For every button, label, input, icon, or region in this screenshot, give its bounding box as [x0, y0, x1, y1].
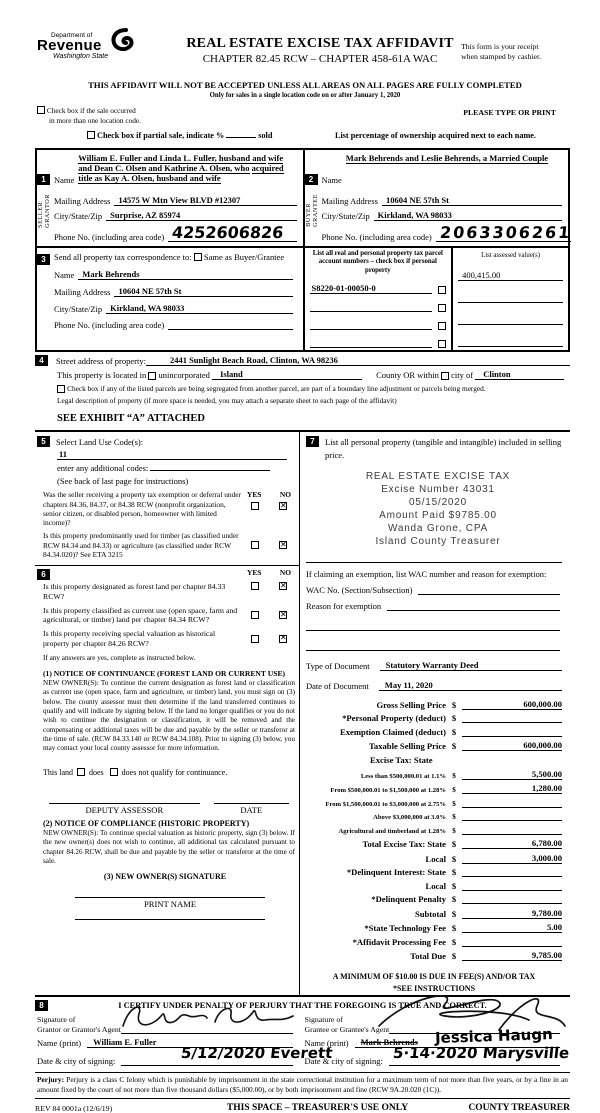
section-6-badge: 6	[37, 569, 50, 580]
county-field[interactable]: Island	[212, 369, 362, 380]
middle-columns	[35, 430, 570, 997]
seller-name-field[interactable]: William E. Fuller and Linda L. Fuller, husband and wife and Dean C. Olsen and Kathrine A. Olsen, who acquired title as Kay A. Olsen, husband and wife	[78, 153, 284, 183]
type-of-document-label: Type of Document	[306, 660, 370, 671]
section-2-buyer	[303, 150, 573, 246]
form-footer	[35, 1103, 570, 1113]
type-of-document-field[interactable]: Statutory Warranty Deed	[380, 660, 562, 671]
section5-q2-text: Is this property predominantly used for timber (as classified under RCW 84.34 and 84.33) or agriculture (as classified under RCW 84.34.020)? See ETA 3215	[43, 531, 239, 559]
tax-bracket-row: Agricultural and timberland at 1.28% $	[306, 825, 570, 835]
assessed-header: List assessed value(s)	[481, 252, 541, 259]
section-5-badge: 5	[37, 436, 50, 447]
tax-bracket-row: Less than $500,000.01 at 1.1% $ 5,500.00	[360, 768, 562, 780]
grantor-name-print-field[interactable]: William E. Fuller	[87, 1037, 292, 1048]
s5q1-no-checkbox[interactable]	[279, 502, 287, 510]
notice-compliance-title: (2) NOTICE OF COMPLIANCE (HISTORIC PROPERTY)	[43, 818, 250, 828]
delinquent-penalty-field[interactable]	[462, 894, 562, 904]
grantor-signature-line[interactable]	[121, 1012, 293, 1034]
bracket-3-field[interactable]	[462, 798, 562, 808]
segregated-checkbox[interactable]	[57, 385, 65, 393]
parcel-number-field-2[interactable]	[310, 302, 433, 312]
city-field[interactable]: Clinton	[475, 369, 564, 380]
correspondence-mailing-field[interactable]: 10604 NE 57th St	[114, 286, 292, 297]
reason-exemption-field-3[interactable]	[306, 639, 560, 651]
section-7-badge: 7	[306, 436, 319, 447]
print-name-line[interactable]: PRINT NAME	[75, 897, 265, 909]
tax-total-row: *Delinquent Penalty $	[306, 894, 570, 904]
exemption-claimed-field[interactable]	[462, 727, 562, 737]
new-owner-signature-label: (3) NEW OWNER(S) SIGNATURE	[103, 872, 227, 882]
logo-state-text: Washington State	[53, 52, 109, 60]
s6q2-no-checkbox[interactable]	[279, 611, 287, 619]
seller-city-label: City/State/Zip	[54, 211, 103, 221]
tax-row: *Personal Property (deduct) $	[306, 713, 570, 723]
personal-property-checkbox-3[interactable]	[438, 322, 446, 330]
seller-mailing-label: Mailing Address	[54, 196, 111, 206]
reason-exemption-label: Reason for exemption	[306, 600, 382, 611]
partial-sale-checkbox[interactable]	[87, 131, 95, 139]
notice-compliance-body: NEW OWNER(S): To continue special valuation as historic property, sign (3) below. If the new owner(s) does not wish to continue, all additional tax calculated pursuant to chapter 84.26 RCW, shall be due and payable by the seller or transferor at the time of sale.	[43, 828, 295, 865]
minimum-fee-note: A MINIMUM OF $10.00 IS DUE IN FEE(S) AND/OR TAX *SEE INSTRUCTIONS	[332, 972, 536, 994]
seller-grantor-side-label: SELLER GRANTOR	[37, 194, 51, 228]
section-8-certification	[35, 997, 570, 1066]
personal-property-title: List all personal property (tangible and intangible) included in selling price.	[325, 437, 562, 461]
county-treasurer-label: COUNTY TREASURER	[468, 1103, 570, 1113]
certify-statement: I CERTIFY UNDER PENALTY OF PERJURY THAT THE FOREGOING IS TRUE AND CORRECT.	[118, 1001, 487, 1011]
grantor-date-city-field[interactable]: 5/12/2020 Everett	[121, 1056, 292, 1066]
tax-bracket-row: Above $3,000,000 at 3.0% $	[306, 811, 570, 821]
tax-row: Exemption Claimed (deduct) $	[306, 727, 570, 737]
section6-q3-text: Is this property receiving special valuation as historical property per chapter 84.26 RCW?	[43, 629, 216, 648]
legal-description-note: Legal description of property (if more space is needed, you may attach a separate sheet to each page of the affidavit)	[57, 396, 397, 406]
receipt-note: This form is your receipt when stamped by cashier.	[461, 42, 542, 62]
section-4-property: 4 Street address of property: 2441 Sunlight Beach Road, Clinton, WA 98236 This property is located in unincorporated Island County OR within city of Clinton Check box if any of the listed parcels are being segregated from another parcel, are part of a boundary line adjustment or parcels being merged. Legal description of property (if more space is needed, you may attach a separate sheet to each page of the affidavit) SEE EXHIBIT “A” ATTACHED	[35, 352, 570, 424]
s5q2-no-checkbox[interactable]	[279, 541, 287, 549]
partial-sale-percent-field[interactable]	[226, 137, 256, 138]
grantee-name-print-field[interactable]: Mark Behrends Jessica Haugn	[355, 1037, 560, 1048]
city-of-checkbox[interactable]	[441, 372, 449, 380]
correspondence-phone-field[interactable]	[168, 320, 292, 330]
right-column	[300, 432, 570, 995]
section-6-classification: 6 YES NO Is this property designated as forest land per chapter 84.33 RCW? ✕ Is this property classified as current use (open space, farm and agricultural, or timber) land per chapter 84.34 RCW? ✕ Is this property receiving special valuation as historical property per chapter 84.26 RCW? ✕ If any answers are yes, complete as instructed below. (1) NOTICE OF CONTINUANCE (FOREST LAND OR CURRENT USE) NEW OWNER(S): To continue the current designation as forest land or classification as current use (open space, farm and agriculture, or timber) land, you must sign on (3) below. The county assessor must then determine if the land transferred continues to qualify and will indicate by signing below. If the land no longer qualifies or you do not wish to continue the designation or classification, it will be removed and the compensating or additional taxes will be due and payable by the seller or transferor at the time of sale. (RCW 84.33.140 or RCW 84.34.108). Prior to signing (3) below, you may contact your local county assessor for more information. This land does does not qualify for continuance. DEPUTY ASSESSOR DATE (2) NOTICE OF COMPLIANCE (HISTORIC PROPERTY) NEW OWNER(S): To continue special valuation as historic property, sign (3) below. If the new owner(s) does not wish to continue, all additional tax calculated pursuant to chapter 84.26 RCW, shall be due and payable by the seller or transferor at the time of sale. (3) NEW OWNER(S) SIGNATURE PRINT NAME	[35, 566, 299, 932]
buyer-phone-label: Phone No. (including area code)	[321, 232, 432, 242]
same-as-buyer-checkbox[interactable]	[194, 253, 202, 261]
parcel-number-field-3[interactable]	[310, 320, 433, 330]
seller-mailing-field[interactable]: 14575 W Mtn View BLVD #12307	[114, 195, 296, 206]
see-back-note: (See back of last page for instructions)	[57, 476, 189, 487]
section-3-correspondence: 3 Send all property tax correspondence to: Same as Buyer/Grantee Name Mark Behrends Mailing Address 10604 NE 57th St City/State/Zip Kirkland, WA 98033 Phone No. (including area code)	[37, 248, 303, 350]
grantee-handwritten-name: Jessica Haugn	[434, 1025, 553, 1048]
wac-number-field[interactable]	[418, 585, 560, 595]
bracket-5-field[interactable]	[462, 825, 562, 835]
tax-total-row: Subtotal $ 9,780.00	[414, 907, 562, 919]
tax-total-row: *Affidavit Processing Fee $	[306, 937, 570, 947]
tax-total-row: Total Due $ 9,785.00	[410, 950, 562, 962]
segregated-note: Check box if any of the listed parcels are being segregated from another parcel, are part of a boundary line adjustment or parcels being merged.	[67, 384, 486, 394]
perjury-notice: Perjury: Perjury is a class C felony which is punishable by imprisonment in the state correctional institution for a maximum term of not more than five years, or by a fine in an amount fixed by the court of not more than five thousand dollars ($5,000.00), or by both imprisonment and fine (RCW 9A.20.020 (1C)).	[35, 1072, 570, 1099]
section6-q1-text: Is this property designated as forest land per chapter 84.33 RCW?	[43, 582, 226, 601]
dor-logo	[37, 32, 157, 60]
tax-total-row: *Delinquent Interest: State $	[306, 867, 570, 877]
personal-property-checkbox-1[interactable]	[438, 286, 446, 294]
assessed-value-field-4[interactable]	[458, 337, 563, 347]
unincorporated-checkbox[interactable]	[148, 372, 156, 380]
s5q2-yes-checkbox[interactable]	[251, 541, 259, 549]
exhibit-a-note: SEE EXHIBIT “A” ATTACHED	[57, 413, 205, 425]
tax-total-row: Total Excise Tax: State $ 6,780.00	[362, 838, 562, 850]
grantor-signature-block: Signature of Grantor or Grantor's Agent Name (print) William E. Fuller Date & city of signing: 5/12/2020 Everett	[35, 1012, 303, 1066]
grantee-date-city-field[interactable]: 5·14·2020 Marysville	[389, 1056, 560, 1066]
deputy-assessor-signature-line[interactable]: DEPUTY ASSESSOR	[49, 803, 200, 815]
deputy-date-line[interactable]: DATE	[214, 803, 289, 815]
section-3-badge: 3	[37, 254, 50, 265]
form-header	[35, 28, 570, 148]
correspondence-city-field[interactable]: Kirkland, WA 98033	[106, 303, 292, 314]
buyer-phone-field[interactable]: 2063306261	[436, 225, 571, 242]
treasurer-stamp: REAL ESTATE EXCISE TAX Excise Number 43031 05/15/2020 Amount Paid $9785.00 Wanda Grone, CPA Island County Treasurer	[365, 470, 511, 547]
exemption-note: If claiming an exemption, list WAC number and reason for exemption:	[306, 568, 547, 579]
bracket-2-field[interactable]: 1,280.00	[462, 783, 562, 794]
tax-total-row: *State Technology Fee $ 5.00	[364, 922, 562, 934]
land-does-checkbox[interactable]	[77, 768, 85, 776]
land-does-not-checkbox[interactable]	[110, 768, 118, 776]
street-address-label: Street address of property:	[56, 356, 146, 367]
assessed-value-field-2[interactable]	[458, 293, 563, 303]
land-use-title: Select Land Use Code(s):	[56, 436, 144, 447]
subtotal-field[interactable]: 9,780.00	[462, 908, 562, 919]
delinquent-interest-state-field[interactable]	[462, 867, 562, 877]
multi-location-checkbox[interactable]	[37, 106, 45, 114]
seller-city-field[interactable]: Surprise, AZ 85974	[106, 210, 296, 221]
logo-revenue-text: Revenue	[37, 37, 102, 54]
section6-q2-text: Is this property classified as current use (open space, farm and agricultural, or timber) land per chapter 84.34 RCW?	[43, 605, 238, 625]
assessed-value-field-1[interactable]: 400,415.00	[458, 270, 563, 281]
bracket-1-field[interactable]: 5,500.00	[462, 769, 562, 780]
tax-bracket-row: From $500,000.01 to $1,500,000 at 1.28% $ 1,280.00	[330, 783, 562, 795]
section5-q1-text: Was the seller receiving a property tax exemption or deferral under chapters 84.36, 84.37, or 84.38 RCW (nonprofit organization, senior citizen, or disabled person, homeowner with limited income)?	[43, 490, 242, 528]
buyer-name-label: Name	[321, 175, 342, 185]
personal-property-checkbox-2[interactable]	[438, 304, 446, 312]
single-location-note: Only for sales in a single location code on or after January 1, 2020	[209, 92, 401, 99]
parcel-number-field-1[interactable]: S8220-01-00050-0	[310, 283, 433, 294]
buyer-mailing-field[interactable]: 10604 NE 57th St	[382, 195, 562, 206]
left-column	[35, 432, 300, 995]
partial-sale-checkline: Check box if partial sale, indicate % sold	[87, 131, 272, 140]
bracket-4-field[interactable]	[462, 811, 562, 821]
buyer-city-field[interactable]: Kirkland, WA 98033	[374, 210, 562, 221]
reason-exemption-field[interactable]	[387, 601, 560, 611]
additional-codes-field[interactable]	[150, 470, 270, 471]
logo-dept-text: Department of	[51, 32, 93, 39]
ownership-note: List percentage of ownership acquired next to each name.	[335, 131, 536, 140]
form-revision-number: REV 84 0001a (12/6/19)	[35, 1103, 113, 1113]
buyer-name-field[interactable]: Mark Behrends and Leslie Behrends, a Married Couple	[345, 153, 549, 163]
tax-row: Taxable Selling Price $ 600,000.00	[368, 740, 562, 752]
buyer-grantee-side-label: BUYER GRANTEE	[304, 194, 319, 227]
gross-selling-price-field[interactable]: 600,000.00	[462, 699, 562, 710]
excise-tax-state-header: Excise Tax: State	[370, 755, 433, 766]
street-address-field[interactable]: 2441 Sunlight Beach Road, Clinton, WA 98236	[146, 355, 570, 366]
form-chapter: CHAPTER 82.45 RCW – CHAPTER 458-61A WAC	[202, 53, 438, 65]
tax-total-row: Local $ 3,000.00	[425, 852, 562, 864]
wac-number-label: WAC No. (Section/Subsection)	[306, 584, 413, 595]
assessed-values-column	[451, 248, 568, 350]
assessed-value-field-3[interactable]	[458, 315, 563, 325]
treasurer-use-only-label: THIS SPACE – TREASURER'S USE ONLY	[226, 1103, 409, 1113]
reason-exemption-field-2[interactable]	[306, 619, 560, 631]
date-of-document-label: Date of Document	[306, 680, 369, 691]
total-excise-state-field[interactable]: 6,780.00	[462, 838, 562, 849]
taxable-selling-price-field[interactable]: 600,000.00	[462, 740, 562, 751]
section-1-badge: 1	[37, 174, 50, 185]
city-of-label: city of	[451, 370, 474, 381]
completion-notice: THIS AFFIDAVIT WILL NOT BE ACCEPTED UNLESS ALL AREAS ON ALL PAGES ARE FULLY COMPLETED	[88, 80, 522, 90]
s6q3-yes-checkbox[interactable]	[251, 635, 259, 643]
section-5-land-use: 5 Select Land Use Code(s): 11 enter any additional codes: (See back of last page for instructions) Was the seller receiving a property tax exemption or deferral under chapters 84.36, 84.37, or 84.38 RCW (nonprofit organization, senior citizen, or disabled person, homeowner with limited income)? YES NO ✕ Is this property predominantly used for timber (as classified under RCW 84.34 and 84.33) or agriculture (as classified under RCW 84.34.020)? See ETA 3215 ✕	[35, 432, 299, 566]
s6q2-yes-checkbox[interactable]	[251, 611, 259, 619]
send-correspondence-label: Send all property tax correspondence to:	[54, 252, 192, 262]
section-8-badge: 8	[35, 1000, 48, 1011]
multi-location-checkline: Check box if the sale occurred in more than one location code.	[37, 106, 141, 126]
parcel-header: List all real and personal property tax parcel account numbers – check box if personal property	[312, 250, 443, 274]
state-technology-fee-field[interactable]: 5.00	[462, 922, 562, 933]
notice-continuance-body: NEW OWNER(S): To continue the current designation as forest land or classification as current use (open space, farm and agriculture, or timber) land, you must sign on (3) below. The county assessor must then determine if the land transferred continues to qualify and will indicate by signing below. If the land no longer qualifies or you do not wish to continue the designation or classification, it will be removed and the compensating or additional taxes will be due and payable by the seller or transferor at the time of sale. (RCW 84.33.140 or RCW 84.34.108). Prior to signing (3) below, you may contact your local county assessor for more information.	[43, 678, 295, 753]
total-due-field[interactable]: 9,785.00	[462, 950, 562, 961]
correspondence-name-field[interactable]: Mark Behrends	[78, 269, 292, 280]
section-3-row	[37, 248, 568, 350]
buyer-city-label: City/State/Zip	[321, 211, 370, 221]
grantee-signature-block: Signature of Grantee or Grantee's Agent Name (print) Mark Behrends Jessica Haugn Date & city of signing: 5·14·2020 Marysville	[303, 1012, 571, 1066]
parties-row	[37, 150, 573, 248]
personal-property-deduct-field[interactable]	[462, 713, 562, 723]
seller-phone-field[interactable]: 4252606826	[168, 225, 296, 242]
section-4-badge: 4	[35, 355, 48, 366]
parties-box	[35, 148, 573, 352]
tax-row: Gross Selling Price $ 600,000.00	[376, 698, 562, 710]
unincorporated-label: unincorporated	[158, 370, 210, 381]
date-of-document-field[interactable]: May 11, 2020	[379, 680, 562, 691]
buyer-mailing-label: Mailing Address	[321, 196, 378, 206]
same-as-buyer-label: Same as Buyer/Grantee	[203, 252, 285, 262]
s5q1-yes-checkbox[interactable]	[251, 502, 259, 510]
parcel-numbers-column	[303, 248, 452, 350]
tax-bracket-row: From $1,500,000.01 to $3,000,000 at 2.75% $	[306, 798, 570, 808]
tax-total-row: Local $	[306, 881, 570, 891]
section-7-personal-property	[306, 434, 570, 462]
delinquent-interest-local-field[interactable]	[462, 881, 562, 891]
s6q1-yes-checkbox[interactable]	[251, 582, 259, 590]
new-owner-signature-line[interactable]	[75, 919, 265, 920]
form-title: REAL ESTATE EXCISE TAX AFFIDAVIT	[186, 36, 454, 51]
affidavit-processing-fee-field[interactable]	[462, 937, 562, 947]
seller-name-label: Name	[54, 175, 75, 185]
parcel-number-field-4[interactable]	[310, 338, 433, 348]
land-use-code-field[interactable]: 11	[57, 449, 287, 460]
please-type-note: PLEASE TYPE OR PRINT	[463, 108, 556, 117]
total-excise-local-field[interactable]: 3,000.00	[462, 853, 562, 864]
personal-property-checkbox-4[interactable]	[438, 340, 446, 348]
section-2-badge: 2	[305, 174, 318, 185]
seller-phone-label: Phone No. (including area code)	[54, 232, 165, 242]
if-any-yes-note: If any answers are yes, complete as instructed below.	[43, 653, 196, 662]
dor-swirl-icon	[109, 28, 143, 58]
s6q3-no-checkbox[interactable]	[279, 635, 287, 643]
section-1-seller	[37, 150, 303, 246]
additional-codes-label: enter any additional codes:	[57, 463, 149, 474]
s6q1-no-checkbox[interactable]	[279, 582, 287, 590]
notice-continuance-title: (1) NOTICE OF CONTINUANCE (FOREST LAND OR CURRENT USE)	[43, 668, 286, 678]
title-block	[155, 36, 485, 65]
